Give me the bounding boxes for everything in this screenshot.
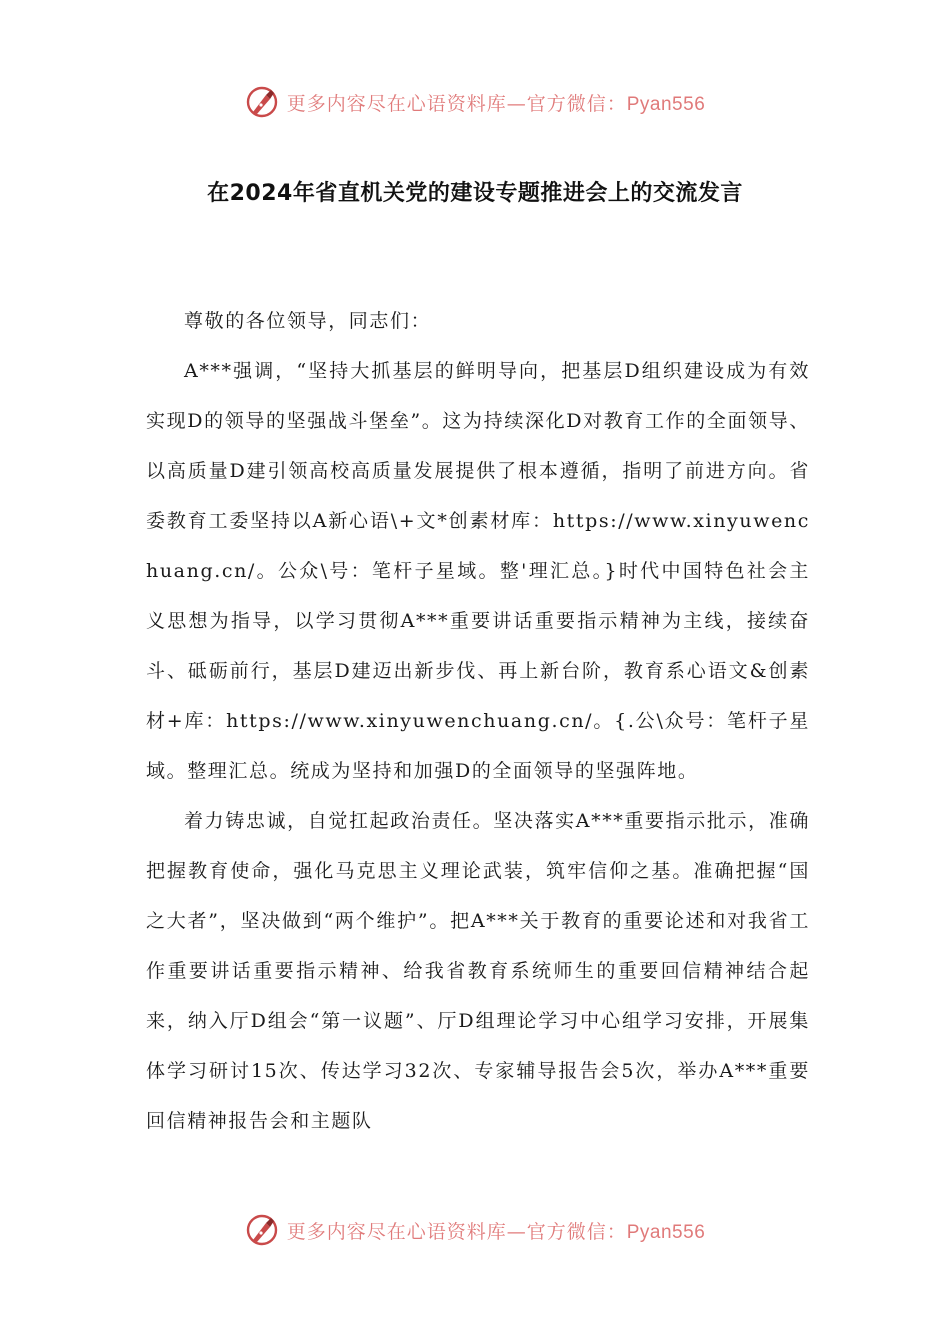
pen-nib-circle-icon bbox=[245, 1213, 279, 1247]
header-watermark bbox=[0, 80, 950, 124]
watermark-wechat-id: Pyan556 bbox=[626, 93, 706, 115]
pen-nib-circle-icon bbox=[245, 85, 279, 119]
footer-watermark bbox=[0, 1208, 950, 1252]
salutation: 尊敬的各位领导，同志们： bbox=[184, 310, 432, 332]
watermark-text: 更多内容尽在心语资料库—官方微信：Pyan556 bbox=[286, 92, 706, 115]
watermark-wechat-id: Pyan556 bbox=[626, 1221, 706, 1243]
document-title: 在2024年省直机关党的建设专题推进会上的交流发言 bbox=[207, 181, 743, 206]
paragraph: A***强调，“坚持大抓基层的鲜明导向，把基层D组织建设成为有效实现D的领导的坚强战斗堡垒”。这为持续深化D对教育工作的全面领导、以高质量D建引领高校高质量发展提供了根本遵循，指明了前进方向。省委教育工委坚持以A新心语\+文*创素材库：https://www.xinyuwenchuang.cn/。公众\号：笔杆子星域。整'理汇总。}时代中国特色社会主义思想为指导，以学习贯彻A***重要讲话重要指示精神为主线，接续奋斗、砥砺前行，基层D建迈出新步伐、再上新台阶，教育系心语文&创素材+库：https://www.xinyuwenchuang.cn/。{.公\众号：笔杆子星域。整理汇总。统成为坚持和加强D的全面领导的坚强阵地。 bbox=[146, 360, 810, 782]
document-body bbox=[146, 296, 810, 1146]
paragraph: 着力铸忠诚，自觉扛起政治责任。坚决落实A***重要指示批示，准确把握教育使命，强化马克思主义理论武装，筑牢信仰之基。准确把握“国之大者”，坚决做到“两个维护”。把A***关于教育的重要论述和对我省工作重要讲话重要指示精神、给我省教育系统师生的重要回信精神结合起来，纳入厅D组会“第一议题”、厅D组理论学习中心组学习安排，开展集体学习研讨15次、传达学习32次、专家辅导报告会5次，举办A***重要回信精神报告会和主题队 bbox=[146, 810, 810, 1132]
watermark-text: 更多内容尽在心语资料库—官方微信：Pyan556 bbox=[286, 1220, 706, 1243]
